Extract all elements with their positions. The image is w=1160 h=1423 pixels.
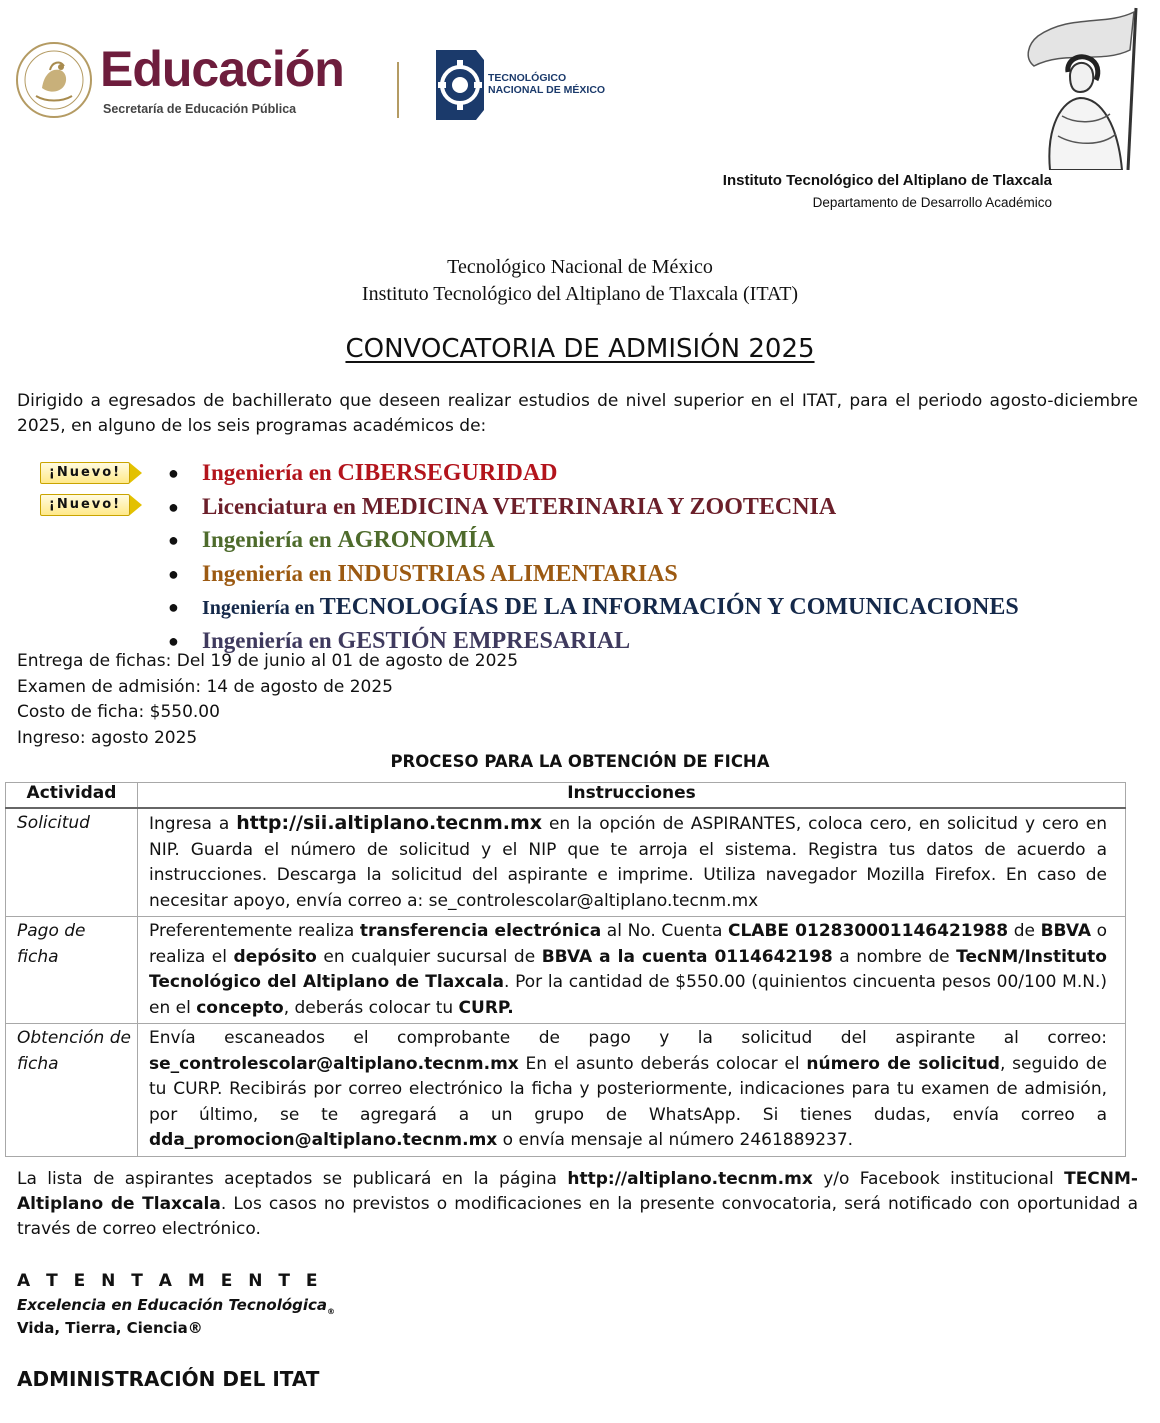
instruction-bold: transferencia electrónica xyxy=(359,921,602,941)
instruction-bold: CLABE 012830001146421988 xyxy=(728,921,1009,941)
instruction-text: En el asunto deberás colocar el xyxy=(518,1053,807,1074)
instructions-cell xyxy=(138,917,1126,1024)
instructions-cell xyxy=(138,1024,1126,1157)
intro-paragraph: Dirigido a egresados de bachillerato que deseen realizar estudios de nivel superior en el ITAT, para el periodo agosto-diciembre 2025, en alguno de los seis programas académicos de: xyxy=(17,391,1138,436)
bullet-icon: ● xyxy=(168,630,179,651)
tecnm-gear-logo xyxy=(430,46,490,124)
instruction-text: , seguido de tu CURP. Recibirás por correo electrónico la ficha y posteriormente, indicaciones para tu examen de admisión, por último, se te agregará a un grupo de WhatsApp. Si tienes dudas, envía correo a xyxy=(149,1053,1107,1125)
sep-subtitle: Secretaría de Educación Pública xyxy=(103,102,297,116)
program-prefix: Ingeniería en xyxy=(202,527,338,552)
process-title: PROCESO PARA LA OBTENCIÓN DE FICHA xyxy=(390,752,770,771)
table-header-row xyxy=(6,783,1126,809)
department-name: Departamento de Desarrollo Académico xyxy=(812,195,1052,210)
activity-cell: Solicitud xyxy=(6,808,138,917)
instruction-bold: concepto xyxy=(196,997,284,1018)
column-header-instructions: Instrucciones xyxy=(138,783,1126,809)
page-title: CONVOCATORIA DE ADMISIÓN 2025 xyxy=(345,334,815,364)
sii-link[interactable]: http://sii.altiplano.tecnm.mx xyxy=(236,812,543,834)
programs-list xyxy=(165,458,1019,659)
program-prefix: Ingeniería en xyxy=(202,460,338,485)
program-name: MEDICINA VETERINARIA Y ZOOTECNIA xyxy=(361,493,837,520)
program-name: AGRONOMÍA xyxy=(337,527,495,553)
instruction-bold: BBVA xyxy=(1040,921,1091,941)
new-badge xyxy=(40,494,144,516)
arrow-right-icon xyxy=(130,495,142,515)
program-prefix: Ingeniería en xyxy=(202,627,338,653)
motto xyxy=(17,1296,335,1316)
closing-text: y/o Facebook institucional xyxy=(812,1169,1065,1189)
info-ingreso: Ingreso: agosto 2025 xyxy=(17,728,198,748)
activity-cell: Pago de ficha xyxy=(6,917,138,1024)
instruction-text: de xyxy=(1008,921,1041,941)
process-table xyxy=(5,782,1126,1157)
table-row xyxy=(6,808,1126,917)
program-item xyxy=(165,492,1019,526)
instruction-text: Preferentemente realiza xyxy=(149,921,360,941)
email-link[interactable]: dda_promocion@altiplano.tecnm.mx xyxy=(149,1130,498,1150)
new-badge xyxy=(40,462,144,484)
motto-mark: ® xyxy=(327,1307,336,1316)
instruction-bold: TecNM/Instituto Tecnológico del Altiplano de Tlaxcala xyxy=(149,946,1107,992)
bullet-icon: ● xyxy=(168,563,179,584)
motto-text: Excelencia en Educación Tecnológica xyxy=(17,1296,328,1314)
mexico-seal-logo xyxy=(14,40,94,120)
bullet-icon: ● xyxy=(168,597,179,617)
tecnm-text-line2: NACIONAL DE MÉXICO xyxy=(488,84,606,96)
arrow-right-icon xyxy=(130,463,142,483)
instruction-text: Ingresa a xyxy=(149,814,237,834)
facebook-name: TECNM-Altiplano de Tlaxcala xyxy=(17,1169,1138,1214)
instruction-bold: BBVA a la cuenta 0114642198 xyxy=(541,946,833,967)
header-divider xyxy=(397,62,399,118)
instruction-text: . Por la cantidad de $550.00 (quinientos cincuenta pesos 00/100 M.N.) en el xyxy=(149,972,1107,1018)
instruction-text: a nombre de xyxy=(832,946,957,967)
instruction-text: al No. Cuenta xyxy=(601,921,728,941)
institution-name: Instituto Tecnológico del Altiplano de Tlaxcala xyxy=(722,172,1052,189)
instructions-cell xyxy=(138,808,1126,917)
atentamente: A T E N T A M E N T E xyxy=(17,1271,323,1291)
program-name: GESTIÓN EMPRESARIAL xyxy=(337,627,631,654)
program-item xyxy=(165,592,1019,626)
bullet-icon: ● xyxy=(168,496,179,517)
heading-line-1: Tecnológico Nacional de México xyxy=(447,256,713,278)
program-prefix: Licenciatura en xyxy=(202,493,362,519)
table-row xyxy=(6,1024,1126,1157)
tecnm-text-line1: TECNOLÓGICO xyxy=(488,72,567,84)
program-item xyxy=(165,559,1019,593)
info-costo: Costo de ficha: $550.00 xyxy=(17,702,220,722)
website-link[interactable]: http://altiplano.tecnm.mx xyxy=(567,1169,813,1189)
program-item xyxy=(165,458,1019,492)
activity-cell: Obtención de ficha xyxy=(6,1024,138,1157)
motto-2: Vida, Tierra, Ciencia® xyxy=(17,1319,203,1337)
closing-text: . Los casos no previstos o modificaciones en la presente convocatoria, será notificado con oportunidad a través de correo electrónico. xyxy=(17,1194,1138,1239)
closing-text: La lista de aspirantes aceptados se publicará en la página xyxy=(17,1169,568,1189)
tecnm-text xyxy=(488,72,605,96)
instruction-bold: número de solicitud xyxy=(806,1053,1000,1074)
instruction-text: o realiza el xyxy=(149,921,1108,967)
educacion-wordmark: Educación xyxy=(100,41,344,97)
program-item xyxy=(165,525,1019,559)
new-badge-label: ¡Nuevo! xyxy=(40,462,130,484)
closing-paragraph xyxy=(17,1167,1138,1242)
info-fichas: Entrega de fichas: Del 19 de junio al 01 de agosto de 2025 xyxy=(17,651,519,671)
program-name: INDUSTRIAS ALIMENTARIAS xyxy=(337,560,678,587)
instruction-bold: CURP. xyxy=(458,997,514,1018)
heroine-flag-illustration xyxy=(1010,6,1142,170)
instruction-text: en cualquier sucursal de xyxy=(316,946,542,967)
instruction-text: , deberás colocar tu xyxy=(283,997,459,1018)
program-prefix: Ingeniería en xyxy=(202,597,320,619)
administration-signature: ADMINISTRACIÓN DEL ITAT xyxy=(17,1367,320,1391)
program-name: TECNOLOGÍAS DE LA INFORMACIÓN Y COMUNICACIONES xyxy=(319,594,1019,620)
instruction-text: en la opción de ASPIRANTES, coloca cero, en solicitud y cero en NIP. Guarda el número de solicitud y el NIP que te arroja el sistema. Registra tus datos de acuerdo a instrucciones. Descarga la solicitud del aspirante e imprime. Utiliza navegador Mozilla Firefox. En caso de necesitar apoyo, envía correo a: se_controlescolar@altiplano.tecnm.mx xyxy=(149,814,1107,911)
instruction-text: Envía escaneados el comprobante de pago y la solicitud del aspirante al correo: xyxy=(149,1028,1107,1048)
program-prefix: Ingeniería en xyxy=(202,560,338,586)
table-row xyxy=(6,917,1126,1024)
bullet-icon: ● xyxy=(168,463,179,483)
info-examen: Examen de admisión: 14 de agosto de 2025 xyxy=(17,677,393,697)
column-header-activity: Actividad xyxy=(6,783,138,809)
program-name: CIBERSEGURIDAD xyxy=(337,460,558,486)
instruction-text: o envía mensaje al número 2461889237. xyxy=(497,1130,854,1150)
instruction-bold: depósito xyxy=(233,946,317,967)
email-link[interactable]: se_controlescolar@altiplano.tecnm.mx xyxy=(149,1053,519,1074)
bullet-icon: ● xyxy=(168,530,179,550)
heading-line-2: Instituto Tecnológico del Altiplano de Tlaxcala (ITAT) xyxy=(361,283,799,305)
new-badge-label: ¡Nuevo! xyxy=(40,494,130,516)
